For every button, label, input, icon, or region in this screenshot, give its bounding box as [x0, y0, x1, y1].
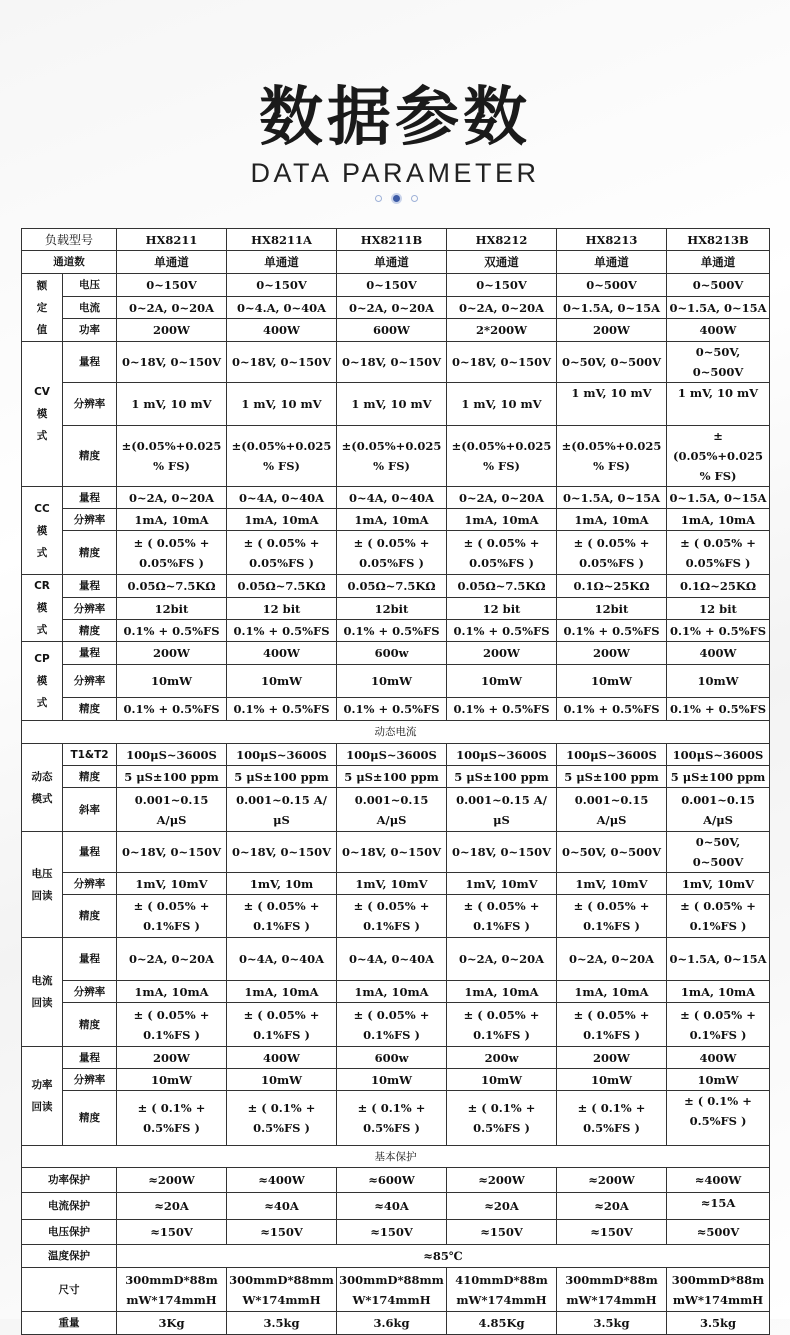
table-cell: ± ( 0.05% + 0.1%FS ) — [227, 895, 337, 938]
table-cell: ≈150V — [117, 1220, 227, 1245]
parameter-label: 精度 — [63, 1003, 117, 1047]
table-cell: 0.1% + 0.5%FS — [447, 698, 557, 721]
table-row — [22, 873, 770, 895]
table-cell: ≈200W — [447, 1168, 557, 1193]
table-cell: 200W — [117, 642, 227, 665]
table-cell: 0~2A, 0~20A — [557, 938, 667, 981]
table-cell: 400W — [667, 319, 770, 342]
table-cell: 10mW — [337, 665, 447, 698]
parameter-label: 分辨率 — [63, 1069, 117, 1091]
table-row — [22, 575, 770, 598]
table-cell: 0~1.5A, 0~15A — [557, 487, 667, 509]
table-row — [22, 531, 770, 575]
table-cell: 0~18V, 0~150V — [117, 832, 227, 873]
table-row — [22, 832, 770, 873]
parameter-label: 精度 — [63, 620, 117, 642]
table-cell: 0~150V — [227, 274, 337, 297]
table-cell: 10mW — [667, 1069, 770, 1091]
table-cell: 100μS~3600S — [667, 744, 770, 766]
table-cell: 600w — [337, 642, 447, 665]
table-cell: ≈20A — [117, 1193, 227, 1220]
parameter-label: 精度 — [63, 1091, 117, 1146]
table-cell: 0~18V, 0~150V — [117, 342, 227, 383]
table-cell: ± ( 0.1% + 0.5%FS ) — [337, 1091, 447, 1146]
table-cell: 0.1% + 0.5%FS — [667, 698, 770, 721]
table-cell: ± ( 0.05% + 0.1%FS ) — [557, 1003, 667, 1047]
header-label: 负载型号 — [22, 229, 117, 251]
table-cell: 10mW — [447, 1069, 557, 1091]
table-cell: 0.1% + 0.5%FS — [337, 698, 447, 721]
table-cell: ± ( 0.05% + 0.1%FS ) — [117, 1003, 227, 1047]
table-cell: 3Kg — [117, 1312, 227, 1335]
table-cell: 1mA, 10mA — [557, 981, 667, 1003]
table-cell: 1mV, 10mV — [447, 873, 557, 895]
table-cell: ± ( 0.05% + 0.05%FS ) — [447, 531, 557, 575]
table-cell: 1mA, 10mA — [117, 981, 227, 1003]
page-header — [0, 0, 790, 226]
table-cell: 0.001~0.15 A/μS — [117, 788, 227, 832]
table-cell: ± ( 0.05% + 0.1%FS ) — [447, 1003, 557, 1047]
table-cell: 0~2A, 0~20A — [447, 297, 557, 319]
row-label: 尺寸 — [22, 1268, 117, 1312]
table-cell: ≈40A — [227, 1193, 337, 1220]
table-cell: 200W — [447, 642, 557, 665]
table-cell: ≈40A — [337, 1193, 447, 1220]
table-cell: 0~4A, 0~40A — [227, 938, 337, 981]
table-cell: 10mW — [117, 1069, 227, 1091]
table-cell: 0~50V, 0~500V — [667, 342, 770, 383]
row-label: 温度保护 — [22, 1245, 117, 1268]
table-row — [22, 698, 770, 721]
table-cell: ± ( 0.05% + 0.1%FS ) — [337, 1003, 447, 1047]
table-cell: 1mA, 10mA — [227, 981, 337, 1003]
table-cell: 12 bit — [227, 598, 337, 620]
table-cell: 0~50V, 0~500V — [667, 832, 770, 873]
table-cell: ±(0.05%+0.025 % FS) — [667, 426, 770, 487]
table-cell: 400W — [227, 319, 337, 342]
table-cell: 0~1.5A, 0~15A — [557, 297, 667, 319]
table-row — [22, 251, 770, 274]
table-row — [22, 274, 770, 297]
section-label: 电压 回读 — [22, 832, 63, 938]
table-cell: 10mW — [337, 1069, 447, 1091]
model-header: HX8213 — [557, 229, 667, 251]
table-cell: 0~18V, 0~150V — [227, 342, 337, 383]
table-cell: ≈85℃ — [117, 1245, 770, 1268]
table-cell: 10mW — [557, 1069, 667, 1091]
pagination-dot[interactable] — [411, 195, 418, 202]
table-cell: 0.1% + 0.5%FS — [117, 698, 227, 721]
section-label: 额 定 值 — [22, 274, 63, 342]
pagination-dot[interactable] — [375, 195, 382, 202]
parameter-label: 分辨率 — [63, 509, 117, 531]
table-header-row — [22, 229, 770, 251]
table-cell: 400W — [667, 642, 770, 665]
table-row — [22, 1168, 770, 1193]
table-cell: 200W — [557, 1047, 667, 1069]
table-cell: 0~150V — [117, 274, 227, 297]
table-row — [22, 426, 770, 487]
table-cell: 0.1% + 0.5%FS — [227, 620, 337, 642]
table-row — [22, 642, 770, 665]
table-cell: 1mA, 10mA — [667, 981, 770, 1003]
table-cell: 300mmD*88m mW*174mmH — [667, 1268, 770, 1312]
table-cell: 1mA, 10mA — [337, 509, 447, 531]
table-cell: 300mmD*88m mW*174mmH — [117, 1268, 227, 1312]
table-cell: ± ( 0.1% + 0.5%FS ) — [227, 1091, 337, 1146]
table-cell: 0~4A, 0~40A — [337, 487, 447, 509]
table-cell: 5 μS±100 ppm — [557, 766, 667, 788]
table-cell: 0~2A, 0~20A — [447, 487, 557, 509]
table-cell: 10mW — [557, 665, 667, 698]
parameter-label: 分辨率 — [63, 665, 117, 698]
table-cell: 0.05Ω~7.5KΩ — [227, 575, 337, 598]
parameter-label: 分辨率 — [63, 383, 117, 426]
table-cell: 0~50V, 0~500V — [557, 832, 667, 873]
table-cell: 5 μS±100 ppm — [117, 766, 227, 788]
table-cell: 0.1% + 0.5%FS — [667, 620, 770, 642]
table-cell: ±(0.05%+0.025 % FS) — [447, 426, 557, 487]
parameter-label: 量程 — [63, 487, 117, 509]
table-cell: 0~4.A, 0~40A — [227, 297, 337, 319]
section-label: 动态 模式 — [22, 744, 63, 832]
table-cell: 100μS~3600S — [337, 744, 447, 766]
table-cell: 12 bit — [667, 598, 770, 620]
table-cell: 0.001~0.15 A/μS — [557, 788, 667, 832]
table-row — [22, 1069, 770, 1091]
table-cell: 1 mV, 10 mV — [447, 383, 557, 426]
table-cell: 0~18V, 0~150V — [447, 342, 557, 383]
table-cell: 5 μS±100 ppm — [227, 766, 337, 788]
table-cell: 0~18V, 0~150V — [337, 342, 447, 383]
table-cell: ≈150V — [447, 1220, 557, 1245]
table-cell: ± ( 0.05% + 0.1%FS ) — [447, 895, 557, 938]
table-row — [22, 598, 770, 620]
table-row — [22, 1091, 770, 1146]
table-cell: 0~50V, 0~500V — [557, 342, 667, 383]
table-row — [22, 1245, 770, 1268]
table-cell: 0~500V — [667, 274, 770, 297]
table-cell: 0~18V, 0~150V — [447, 832, 557, 873]
table-cell: ≈150V — [227, 1220, 337, 1245]
table-cell: ± ( 0.1% + 0.5%FS ) — [667, 1091, 770, 1146]
table-cell: 300mmD*88mm W*174mmH — [227, 1268, 337, 1312]
table-cell: ≈400W — [667, 1168, 770, 1193]
section-label: 功率 回读 — [22, 1047, 63, 1146]
table-row — [22, 1268, 770, 1312]
table-cell: 12bit — [117, 598, 227, 620]
table-row — [22, 938, 770, 981]
table-cell: 0.1% + 0.5%FS — [227, 698, 337, 721]
table-cell: 0.1Ω~25KΩ — [667, 575, 770, 598]
table-row — [22, 509, 770, 531]
section-label: CP 模 式 — [22, 642, 63, 721]
parameter-label: 功率 — [63, 319, 117, 342]
table-cell: 100μS~3600S — [557, 744, 667, 766]
table-cell: 12 bit — [447, 598, 557, 620]
table-row — [22, 665, 770, 698]
table-cell: 400W — [667, 1047, 770, 1069]
model-header: HX8213B — [667, 229, 770, 251]
section-label: CR 模 式 — [22, 575, 63, 642]
table-cell: ± ( 0.1% + 0.5%FS ) — [557, 1091, 667, 1146]
parameter-label: 精度 — [63, 531, 117, 575]
table-cell: 4.85Kg — [447, 1312, 557, 1335]
table-cell: ±(0.05%+0.025 % FS) — [117, 426, 227, 487]
row-label: 重量 — [22, 1312, 117, 1335]
table-cell: 1mV, 10m — [227, 873, 337, 895]
section-label: CC 模 式 — [22, 487, 63, 575]
table-cell: ± ( 0.05% + 0.05%FS ) — [667, 531, 770, 575]
table-cell: 0~4A, 0~40A — [337, 938, 447, 981]
table-cell: ≈200W — [557, 1168, 667, 1193]
table-cell: ± ( 0.05% + 0.1%FS ) — [667, 1003, 770, 1047]
table-cell: ± ( 0.05% + 0.1%FS ) — [117, 895, 227, 938]
table-cell: 0~500V — [557, 274, 667, 297]
table-cell: 1mV, 10mV — [117, 873, 227, 895]
table-cell: 0.05Ω~7.5KΩ — [337, 575, 447, 598]
parameter-label: 量程 — [63, 938, 117, 981]
table-cell: ≈500V — [667, 1220, 770, 1245]
page-subtitle: DATA PARAMETER — [250, 158, 540, 188]
parameter-label: 电流 — [63, 297, 117, 319]
table-row — [22, 1193, 770, 1220]
table-cell: 0.001~0.15 A/μS — [337, 788, 447, 832]
row-label: 通道数 — [22, 251, 117, 274]
table-cell: 单通道 — [117, 251, 227, 274]
table-cell: 0.1% + 0.5%FS — [337, 620, 447, 642]
model-header: HX8212 — [447, 229, 557, 251]
parameter-label: 分辨率 — [63, 873, 117, 895]
table-cell: 100μS~3600S — [227, 744, 337, 766]
table-cell: 0.05Ω~7.5KΩ — [447, 575, 557, 598]
table-cell: 0~2A, 0~20A — [117, 297, 227, 319]
row-label: 功率保护 — [22, 1168, 117, 1193]
table-cell: ≈15A — [667, 1193, 770, 1220]
table-cell: 100μS~3600S — [447, 744, 557, 766]
table-row — [22, 342, 770, 383]
parameter-label: 精度 — [63, 766, 117, 788]
table-row — [22, 487, 770, 509]
table-cell: 3.5kg — [227, 1312, 337, 1335]
table-cell: 1mA, 10mA — [667, 509, 770, 531]
table-cell: ± ( 0.05% + 0.1%FS ) — [337, 895, 447, 938]
parameter-label: 量程 — [63, 575, 117, 598]
table-row — [22, 319, 770, 342]
parameter-label: 量程 — [63, 832, 117, 873]
table-row — [22, 766, 770, 788]
table-cell: 1 mV, 10 mV — [117, 383, 227, 426]
parameter-label: 电压 — [63, 274, 117, 297]
table-cell: ≈400W — [227, 1168, 337, 1193]
table-cell: ± ( 0.1% + 0.5%FS ) — [447, 1091, 557, 1146]
table-cell: 600W — [337, 319, 447, 342]
table-cell: 0~150V — [337, 274, 447, 297]
table-cell: 0~150V — [447, 274, 557, 297]
table-cell: 0~2A, 0~20A — [447, 938, 557, 981]
table-cell: 0~2A, 0~20A — [337, 297, 447, 319]
table-cell: 0~2A, 0~20A — [117, 938, 227, 981]
model-header: HX8211 — [117, 229, 227, 251]
table-cell: ≈20A — [447, 1193, 557, 1220]
table-cell: 0~1.5A, 0~15A — [667, 297, 770, 319]
table-cell: 0.1Ω~25KΩ — [557, 575, 667, 598]
parameter-label: 精度 — [63, 895, 117, 938]
table-cell: ≈20A — [557, 1193, 667, 1220]
table-cell: ± ( 0.05% + 0.05%FS ) — [117, 531, 227, 575]
table-row — [22, 788, 770, 832]
table-cell: 1mA, 10mA — [227, 509, 337, 531]
table-cell: 单通道 — [667, 251, 770, 274]
table-cell: 单通道 — [227, 251, 337, 274]
table-cell: 0.05Ω~7.5KΩ — [117, 575, 227, 598]
table-cell: ≈600W — [337, 1168, 447, 1193]
table-cell: 0.1% + 0.5%FS — [117, 620, 227, 642]
table-cell: 1mA, 10mA — [337, 981, 447, 1003]
table-cell: 200W — [557, 642, 667, 665]
table-cell: 410mmD*88m mW*174mmH — [447, 1268, 557, 1312]
table-cell: 600w — [337, 1047, 447, 1069]
table-row — [22, 721, 770, 744]
table-cell: ± ( 0.05% + 0.05%FS ) — [227, 531, 337, 575]
table-cell: 1mV, 10mV — [337, 873, 447, 895]
table-cell: 10mW — [227, 1069, 337, 1091]
table-cell: ≈200W — [117, 1168, 227, 1193]
table-cell: 200w — [447, 1047, 557, 1069]
table-cell: 0.1% + 0.5%FS — [447, 620, 557, 642]
parameter-label: 精度 — [63, 698, 117, 721]
table-cell: ±(0.05%+0.025 % FS) — [337, 426, 447, 487]
table-row — [22, 620, 770, 642]
table-cell: ≈150V — [557, 1220, 667, 1245]
table-cell: 10mW — [117, 665, 227, 698]
table-row — [22, 1003, 770, 1047]
table-cell: 0~1.5A, 0~15A — [667, 938, 770, 981]
table-cell: 1 mV, 10 mV — [227, 383, 337, 426]
section-divider: 基本保护 — [22, 1146, 770, 1168]
table-row — [22, 895, 770, 938]
table-cell: ± ( 0.05% + 0.05%FS ) — [557, 531, 667, 575]
table-cell: 1mA, 10mA — [447, 509, 557, 531]
table-cell: 1mV, 10mV — [557, 873, 667, 895]
parameter-label: 量程 — [63, 342, 117, 383]
table-cell: 200W — [557, 319, 667, 342]
parameter-label: 量程 — [63, 642, 117, 665]
table-cell: 1 mV, 10 mV — [557, 383, 667, 426]
table-cell: 0.001~0.15 A/μS — [667, 788, 770, 832]
table-row — [22, 1312, 770, 1335]
table-cell: 200W — [117, 319, 227, 342]
table-cell: 1mA, 10mA — [117, 509, 227, 531]
model-header: HX8211B — [337, 229, 447, 251]
table-cell: 10mW — [227, 665, 337, 698]
table-cell: 单通道 — [337, 251, 447, 274]
table-cell: 1mA, 10mA — [447, 981, 557, 1003]
table-cell: 0.001~0.15 A/μS — [227, 788, 337, 832]
table-cell: ≈150V — [337, 1220, 447, 1245]
table-cell: 400W — [227, 1047, 337, 1069]
parameter-label: 量程 — [63, 1047, 117, 1069]
table-cell: 0~2A, 0~20A — [117, 487, 227, 509]
table-cell: 0~18V, 0~150V — [337, 832, 447, 873]
table-cell: 12bit — [337, 598, 447, 620]
table-cell: ± ( 0.05% + 0.1%FS ) — [557, 895, 667, 938]
pagination-dots — [373, 193, 419, 205]
model-header: HX8211A — [227, 229, 337, 251]
parameter-label: 分辨率 — [63, 598, 117, 620]
page-title: 数据参数 — [259, 81, 531, 155]
table-cell: 1 mV, 10 mV — [667, 383, 770, 426]
table-cell: 100μS~3600S — [117, 744, 227, 766]
parameter-label: 分辨率 — [63, 981, 117, 1003]
spec-table — [21, 228, 770, 1335]
table-cell: 0~1.5A, 0~15A — [667, 487, 770, 509]
table-cell: ± ( 0.05% + 0.05%FS ) — [337, 531, 447, 575]
parameter-label: T1&T2 — [63, 744, 117, 766]
table-cell: 双通道 — [447, 251, 557, 274]
table-cell: ±(0.05%+0.025 % FS) — [557, 426, 667, 487]
table-cell: 1mA, 10mA — [557, 509, 667, 531]
section-divider: 动态电流 — [22, 721, 770, 744]
table-cell: ± ( 0.1% + 0.5%FS ) — [117, 1091, 227, 1146]
table-cell: 0.001~0.15 A/μS — [447, 788, 557, 832]
table-cell: 3.5kg — [557, 1312, 667, 1335]
table-cell: 0.1% + 0.5%FS — [557, 698, 667, 721]
table-cell: 5 μS±100 ppm — [667, 766, 770, 788]
table-cell: 0.1% + 0.5%FS — [557, 620, 667, 642]
table-cell: 0~4A, 0~40A — [227, 487, 337, 509]
section-label: CV 模 式 — [22, 342, 63, 487]
table-cell: 10mW — [447, 665, 557, 698]
table-cell: 400W — [227, 642, 337, 665]
table-row — [22, 1146, 770, 1168]
table-cell: ±(0.05%+0.025 % FS) — [227, 426, 337, 487]
table-cell: 300mmD*88m mW*174mmH — [557, 1268, 667, 1312]
table-cell: 200W — [117, 1047, 227, 1069]
parameter-label: 精度 — [63, 426, 117, 487]
table-row — [22, 383, 770, 426]
table-cell: 1mV, 10mV — [667, 873, 770, 895]
table-row — [22, 744, 770, 766]
row-label: 电流保护 — [22, 1193, 117, 1220]
row-label: 电压保护 — [22, 1220, 117, 1245]
table-row — [22, 1047, 770, 1069]
table-cell: 0~18V, 0~150V — [227, 832, 337, 873]
table-cell: 3.5kg — [667, 1312, 770, 1335]
table-cell: 300mmD*88mm W*174mmH — [337, 1268, 447, 1312]
table-cell: 2*200W — [447, 319, 557, 342]
table-cell: ± ( 0.05% + 0.1%FS ) — [227, 1003, 337, 1047]
table-cell: ± ( 0.05% + 0.1%FS ) — [667, 895, 770, 938]
table-cell: 5 μS±100 ppm — [447, 766, 557, 788]
table-cell: 1 mV, 10 mV — [337, 383, 447, 426]
table-cell: 3.6kg — [337, 1312, 447, 1335]
table-cell: 12bit — [557, 598, 667, 620]
table-row — [22, 1220, 770, 1245]
table-cell: 5 μS±100 ppm — [337, 766, 447, 788]
pagination-dot-active[interactable] — [391, 193, 402, 204]
table-row — [22, 981, 770, 1003]
table-cell: 单通道 — [557, 251, 667, 274]
table-row — [22, 297, 770, 319]
section-label: 电流 回读 — [22, 938, 63, 1047]
parameter-label: 斜率 — [63, 788, 117, 832]
table-cell: 10mW — [667, 665, 770, 698]
